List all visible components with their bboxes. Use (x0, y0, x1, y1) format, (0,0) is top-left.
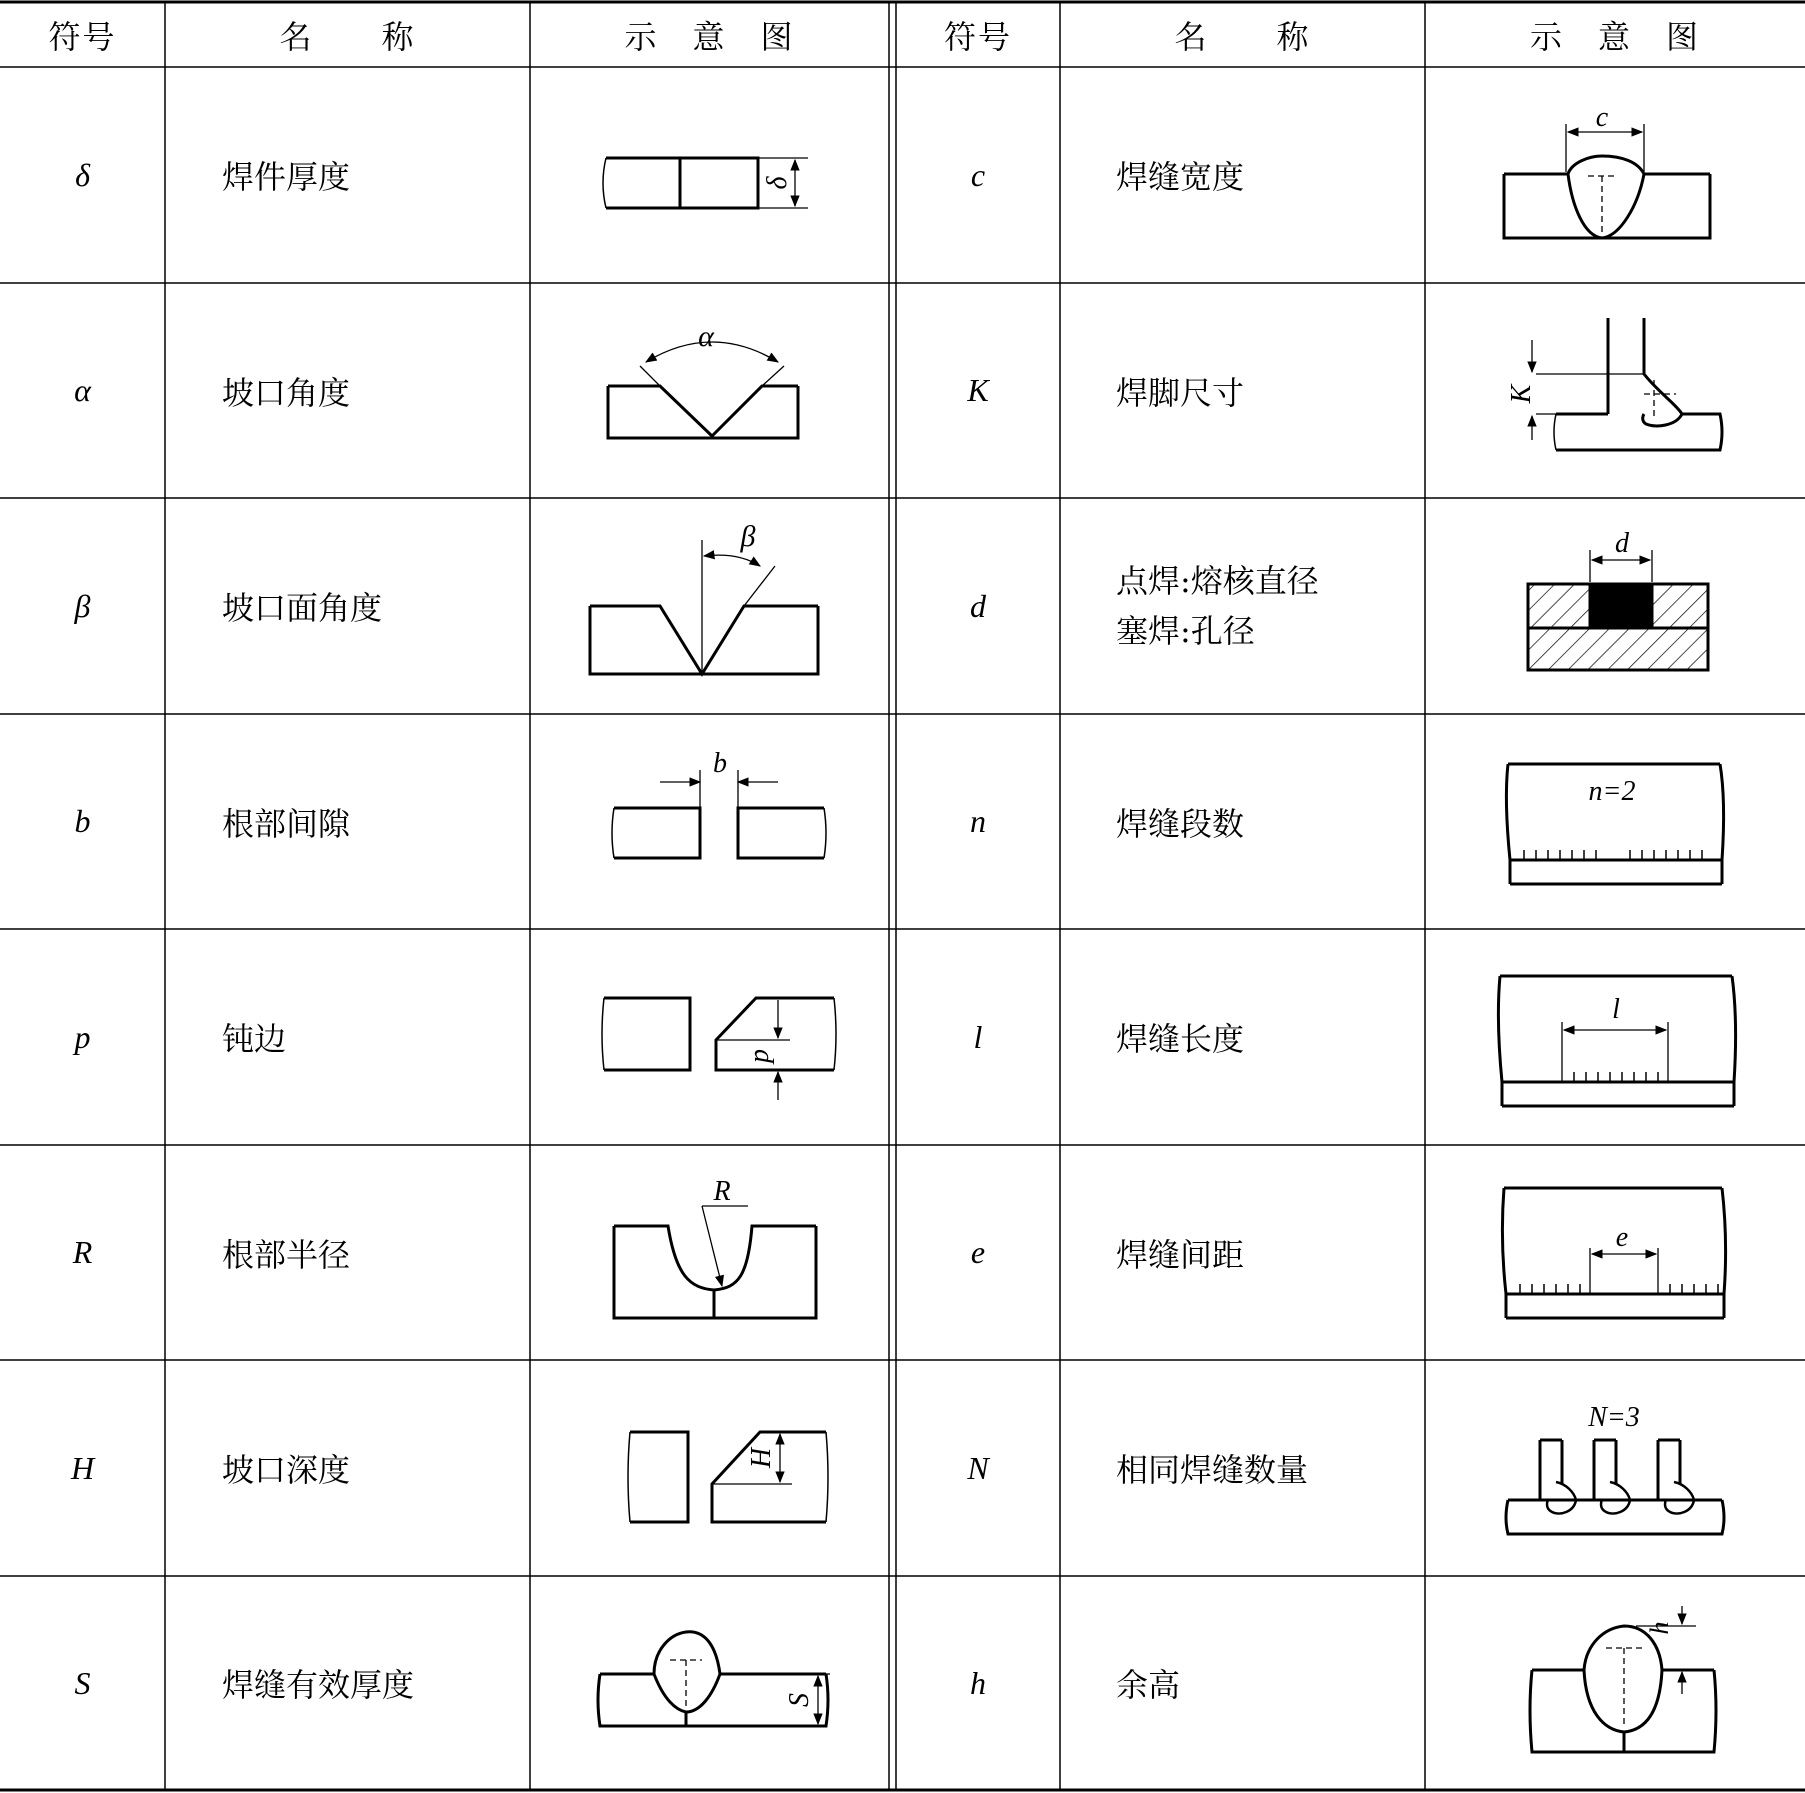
h-reinforcement-figure (1530, 1606, 1716, 1752)
header-name-text: 名 称 (279, 17, 416, 56)
beta-figure (590, 540, 818, 674)
c-figure (1504, 124, 1710, 238)
symbol-text: n (970, 803, 986, 839)
name-text: 相同焊缝数量 (1116, 1451, 1309, 1489)
s-figure (598, 1632, 830, 1726)
alpha-figure-label: α (698, 320, 714, 353)
header-diagram-text: 示 意 图 (1529, 17, 1700, 56)
delta-figure-label: δ (762, 176, 793, 190)
r-figure-label: R (713, 1176, 731, 1207)
p-figure (602, 998, 836, 1100)
symbol-text: d (970, 587, 986, 624)
b-figure (612, 770, 826, 858)
h-reinforcement-label: h (1645, 1621, 1674, 1635)
s-figure-label: S (784, 1693, 815, 1707)
symbol-text: b (74, 803, 91, 839)
header-symbol-text: 符号 (943, 17, 1012, 56)
name-text: 焊缝段数 (1116, 804, 1245, 843)
symbol-text: β (74, 587, 91, 624)
symbol-text: p (74, 1018, 91, 1055)
symbol-text: K (967, 372, 989, 408)
e-figure-label: e (1615, 1222, 1629, 1253)
r-figure (614, 1206, 816, 1318)
e-figure (1502, 1188, 1725, 1318)
symbol-text: h (970, 1664, 986, 1701)
k-figure-label: K (1506, 384, 1537, 404)
d-figure-label: d (1615, 528, 1629, 559)
symbol-text: S (74, 1664, 91, 1701)
symbol-text: c (970, 156, 986, 193)
name-text: 根部半径 (222, 1235, 351, 1274)
header-name-text: 名 称 (1174, 17, 1311, 56)
name-text: 坡口角度 (222, 373, 351, 412)
h-figure-label: H (746, 1447, 777, 1469)
symbol-text: δ (75, 156, 90, 193)
name-text: 钝边 (222, 1020, 287, 1058)
header-diagram-text: 示 意 图 (624, 17, 795, 56)
symbol-text: e (970, 1234, 986, 1270)
nn-figure (1506, 1440, 1724, 1534)
symbol-text: R (72, 1234, 93, 1270)
alpha-figure (608, 342, 798, 438)
l-figure-label: l (1612, 994, 1620, 1025)
nn-figure-label: N=3 (1588, 1402, 1640, 1433)
name-text: 焊缝间距 (1116, 1235, 1245, 1274)
header-symbol-text: 符号 (48, 17, 117, 56)
c-figure-label: c (1595, 102, 1609, 133)
symbol-text: N (967, 1449, 989, 1486)
b-figure-label: b (713, 748, 727, 779)
name-text: 坡口面角度 (222, 589, 383, 627)
symbol-text: H (70, 1449, 95, 1486)
h-figure (628, 1432, 828, 1522)
k-figure (1532, 318, 1722, 450)
d-figure (1528, 550, 1708, 670)
n-figure-label: n=2 (1588, 776, 1636, 807)
name-text: 根部间隙 (222, 804, 351, 843)
p-figure-label: p (744, 1049, 775, 1063)
name-text: 焊缝有效厚度 (222, 1666, 415, 1704)
name-line-2: 塞焊:孔径 (1116, 612, 1255, 650)
symbol-text: α (74, 372, 91, 408)
name-text: 焊件厚度 (222, 158, 351, 196)
name-text: 焊缝宽度 (1116, 158, 1245, 196)
name-text: 焊脚尺寸 (1116, 373, 1245, 412)
name-text: 焊缝长度 (1116, 1020, 1245, 1058)
beta-figure-label: β (740, 520, 756, 553)
name-text: 余高 (1116, 1666, 1181, 1704)
name-text: 坡口深度 (222, 1451, 351, 1489)
name-line-1: 点焊:熔核直径 (1116, 562, 1319, 600)
symbol-text: l (973, 1018, 983, 1055)
